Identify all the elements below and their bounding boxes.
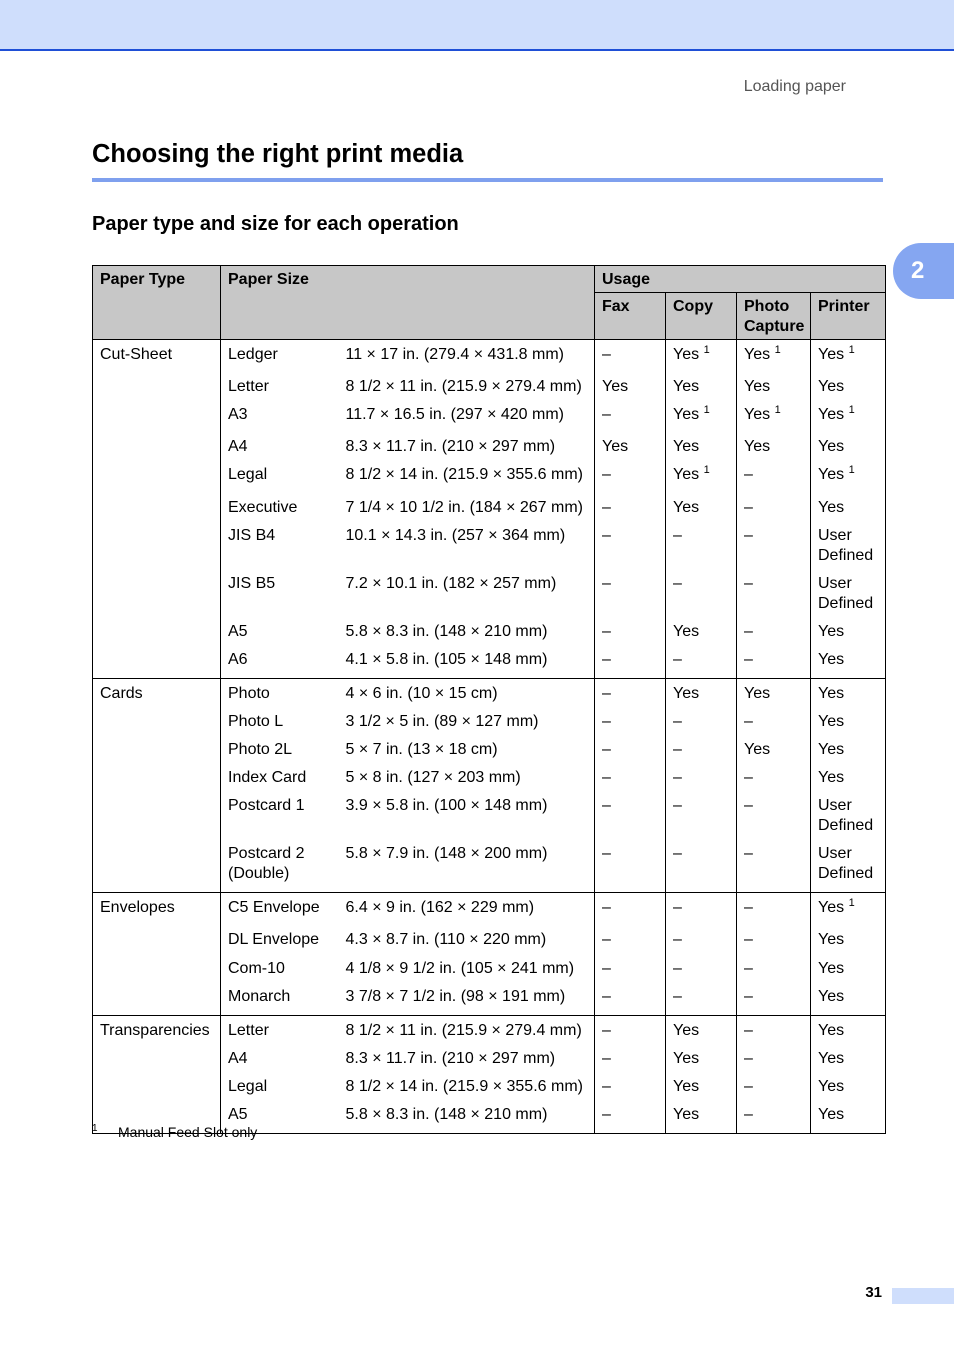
fax-value: – [602, 741, 611, 758]
paper-size-cell: 5 × 7 in. (13 × 18 cm) [345, 741, 498, 758]
paper-name-cell: A4 [221, 437, 340, 465]
paper-size-cell: 3 1/2 × 5 in. (89 × 127 mm) [345, 713, 539, 730]
printer-cell [811, 1049, 886, 1077]
copy-value: – [673, 713, 682, 730]
copy-cell [666, 987, 737, 1016]
printer-value: Yes [818, 1106, 845, 1123]
footnote-reference: 1 [848, 404, 855, 416]
copy-cell [666, 574, 737, 622]
fax-value: – [602, 466, 611, 483]
photo-capture-value: – [744, 651, 753, 668]
photo-capture-value: – [744, 575, 753, 592]
footnote-reference: 1 [848, 464, 855, 476]
paper-name-cell: Index Card [221, 768, 340, 796]
fax-value: Yes [602, 378, 629, 395]
paper-size-cell: 4 × 6 in. (10 × 15 cm) [340, 679, 595, 713]
photo-capture-cell [737, 796, 811, 844]
photo-capture-value: Yes [744, 741, 771, 758]
fax-value: – [602, 931, 611, 948]
fax-value: – [602, 406, 611, 423]
paper-size-cell: 5.8 × 8.3 in. (148 × 210 mm) [345, 623, 548, 640]
fax-value: – [602, 623, 611, 640]
photo-capture-cell [737, 893, 811, 931]
photo-capture-value: – [744, 769, 753, 786]
fax-cell [595, 893, 666, 931]
paper-name-cell: Legal [221, 1077, 340, 1105]
copy-cell [666, 465, 737, 498]
copy-value: – [673, 527, 682, 544]
page-tab [892, 1288, 954, 1304]
fax-value: – [602, 713, 611, 730]
fax-value: – [602, 575, 611, 592]
paper-name-cell: Postcard 1 [221, 796, 340, 844]
fax-value: – [602, 685, 611, 702]
fax-cell [595, 930, 666, 959]
running-head: Loading paper [743, 78, 846, 95]
printer-cell [811, 465, 886, 498]
paper-size-cell: 3 7/8 × 7 1/2 in. (98 × 191 mm) [340, 987, 595, 1016]
fax-value: – [602, 797, 611, 814]
footnote-reference: 1 [703, 404, 710, 416]
printer-cell [811, 650, 886, 679]
printer-value: Yes [818, 741, 845, 758]
photo-capture-cell [737, 1049, 811, 1077]
fax-cell [595, 987, 666, 1016]
header-fax: Fax [595, 293, 666, 340]
top-band [0, 0, 954, 51]
printer-value: Yes [818, 1078, 845, 1095]
copy-value: Yes [673, 685, 700, 702]
copy-cell [666, 930, 737, 959]
copy-value: Yes [673, 438, 700, 455]
header-printer: Printer [811, 293, 886, 340]
fax-value: – [602, 651, 611, 668]
footnote-reference: 1 [774, 344, 781, 356]
paper-name-cell: JIS B4 [221, 526, 340, 574]
fax-cell [595, 796, 666, 844]
paper-type-cell: Cards [93, 679, 221, 893]
fax-value: – [602, 1022, 611, 1039]
printer-cell [811, 987, 886, 1016]
section-title: Paper type and size for each operation [92, 213, 459, 235]
paper-name-cell: Photo 2L [221, 740, 340, 768]
copy-cell [666, 740, 737, 768]
paper-size-cell: 3.9 × 5.8 in. (100 × 148 mm) [345, 797, 548, 814]
printer-cell [811, 405, 886, 437]
table-row [93, 340, 886, 378]
photo-capture-cell [737, 1077, 811, 1105]
printer-cell [811, 796, 886, 844]
paper-size-cell: 10.1 × 14.3 in. (257 × 364 mm) [345, 527, 566, 544]
paper-size-cell: 7.2 × 10.1 in. (182 × 257 mm) [345, 575, 557, 592]
paper-type-cell: Transparencies [93, 1016, 221, 1134]
photo-capture-cell [737, 622, 811, 650]
printer-cell [811, 930, 886, 959]
copy-cell [666, 498, 737, 526]
header-paper-size: Paper Size [221, 266, 595, 340]
paper-name-cell: Postcard 2 (Double) [221, 844, 340, 893]
paper-name-cell: Letter [221, 1016, 340, 1050]
printer-value: User Defined [818, 527, 874, 564]
photo-capture-cell [737, 437, 811, 465]
fax-cell [595, 405, 666, 437]
paper-size-cell: 5.8 × 7.9 in. (148 × 200 mm) [340, 844, 595, 893]
printer-cell [811, 679, 886, 713]
printer-value: User Defined [818, 845, 874, 882]
fax-value: – [602, 1078, 611, 1095]
fax-cell [595, 959, 666, 987]
table-row [93, 1016, 886, 1050]
photo-capture-cell [737, 405, 811, 437]
paper-size-cell: 8.3 × 11.7 in. (210 × 297 mm) [345, 1050, 556, 1067]
copy-cell [666, 437, 737, 465]
paper-size-cell: 6.4 × 9 in. (162 × 229 mm) [340, 893, 595, 931]
paper-name-cell: JIS B5 [221, 574, 340, 622]
paper-name-cell: A3 [221, 405, 340, 437]
fax-cell [595, 679, 666, 713]
paper-name-cell: Photo [221, 679, 340, 713]
copy-value: – [673, 741, 682, 758]
printer-value: Yes [818, 499, 845, 516]
fax-cell [595, 740, 666, 768]
printer-value: Yes [818, 438, 845, 455]
table-body [93, 340, 886, 1134]
paper-name-cell: A5 [221, 1105, 340, 1134]
copy-value: – [673, 797, 682, 814]
paper-size-cell: 8.3 × 11.7 in. (210 × 297 mm) [345, 438, 556, 455]
paper-name-cell: A6 [221, 650, 340, 679]
paper-size-cell: 11 × 17 in. (279.4 × 431.8 mm) [340, 340, 595, 378]
copy-cell [666, 959, 737, 987]
fax-value: – [602, 988, 611, 1005]
paper-name-cell: Ledger [221, 340, 340, 378]
footnote-text: Manual Feed Slot only [118, 1124, 258, 1140]
copy-value: – [673, 575, 682, 592]
paper-name-cell: Photo L [221, 712, 340, 740]
printer-cell [811, 1016, 886, 1050]
paper-name-cell: DL Envelope [221, 930, 340, 959]
paper-size-cell: 4.1 × 5.8 in. (105 × 148 mm) [340, 650, 595, 679]
copy-value: Yes [673, 346, 700, 363]
photo-capture-value: – [744, 1106, 753, 1123]
fax-cell [595, 844, 666, 893]
printer-cell [811, 340, 886, 378]
copy-value: – [673, 931, 682, 948]
chapter-tab[interactable] [893, 243, 954, 299]
copy-cell [666, 893, 737, 931]
printer-value: Yes [818, 623, 845, 640]
copy-value: – [673, 845, 682, 862]
photo-capture-value: – [744, 623, 753, 640]
fax-cell [595, 768, 666, 796]
fax-cell [595, 377, 666, 405]
copy-cell [666, 1077, 737, 1105]
paper-size-cell: 8 1/2 × 14 in. (215.9 × 355.6 mm) [345, 466, 583, 483]
printer-value: User Defined [818, 797, 874, 834]
page-number: 31 [865, 1284, 882, 1301]
fax-value: Yes [602, 438, 629, 455]
copy-value: Yes [673, 1050, 700, 1067]
copy-value: – [673, 899, 682, 916]
printer-cell [811, 1105, 886, 1134]
printer-value: Yes [818, 988, 845, 1005]
fax-value: – [602, 769, 611, 786]
photo-capture-cell [737, 712, 811, 740]
copy-value: Yes [673, 1022, 700, 1039]
fax-value: – [602, 899, 611, 916]
paper-size-cell: 11.7 × 16.5 in. (297 × 420 mm) [345, 406, 564, 423]
photo-capture-cell [737, 679, 811, 713]
paper-size-cell: 8 1/2 × 14 in. (215.9 × 355.6 mm) [345, 1078, 583, 1095]
printer-value: Yes [818, 466, 845, 483]
copy-value: Yes [673, 1106, 700, 1123]
photo-capture-cell [737, 930, 811, 959]
fax-cell [595, 340, 666, 378]
paper-type-cell: Cut-Sheet [93, 340, 221, 679]
copy-value: Yes [673, 499, 700, 516]
footnote [92, 1123, 258, 1140]
photo-capture-cell [737, 987, 811, 1016]
fax-value: – [602, 527, 611, 544]
copy-value: – [673, 960, 682, 977]
copy-cell [666, 679, 737, 713]
copy-cell [666, 622, 737, 650]
printer-cell [811, 740, 886, 768]
photo-capture-value: – [744, 797, 753, 814]
paper-name-cell: Com-10 [221, 959, 340, 987]
fax-value: – [602, 1050, 611, 1067]
photo-capture-cell [737, 377, 811, 405]
copy-value: Yes [673, 378, 700, 395]
printer-cell [811, 1077, 886, 1105]
fax-cell [595, 498, 666, 526]
photo-capture-value: Yes [744, 346, 771, 363]
copy-value: – [673, 988, 682, 1005]
printer-cell [811, 498, 886, 526]
footnote-mark: 1 [92, 1123, 98, 1134]
photo-capture-value: – [744, 960, 753, 977]
paper-name-cell: Legal [221, 465, 340, 498]
printer-value: Yes [818, 685, 845, 702]
fax-value: – [602, 499, 611, 516]
fax-cell [595, 650, 666, 679]
copy-value: Yes [673, 466, 700, 483]
photo-capture-cell [737, 465, 811, 498]
printer-cell [811, 574, 886, 622]
photo-capture-value: – [744, 1050, 753, 1067]
photo-capture-value: – [744, 1022, 753, 1039]
copy-cell [666, 526, 737, 574]
photo-capture-value: – [744, 1078, 753, 1095]
paper-size-cell: 5.8 × 8.3 in. (148 × 210 mm) [340, 1105, 595, 1134]
printer-value: Yes [818, 406, 845, 423]
fax-cell [595, 1077, 666, 1105]
printer-value: Yes [818, 713, 845, 730]
printer-value: Yes [818, 899, 845, 916]
photo-capture-value: – [744, 499, 753, 516]
header-photo-capture: Photo Capture [737, 293, 811, 340]
table-row [93, 679, 886, 713]
fax-cell [595, 712, 666, 740]
footnote-reference: 1 [848, 344, 855, 356]
chapter-title: Choosing the right print media [92, 140, 464, 168]
fax-value: – [602, 346, 611, 363]
header-copy: Copy [666, 293, 737, 340]
title-rule [92, 178, 883, 182]
fax-value: – [602, 845, 611, 862]
printer-value: Yes [818, 1022, 845, 1039]
paper-size-cell: 8 1/2 × 11 in. (215.9 × 279.4 mm) [340, 1016, 595, 1050]
copy-cell [666, 1016, 737, 1050]
paper-size-cell: 8 1/2 × 11 in. (215.9 × 279.4 mm) [345, 378, 582, 395]
photo-capture-value: Yes [744, 685, 771, 702]
fax-cell [595, 465, 666, 498]
paper-size-cell: 4.3 × 8.7 in. (110 × 220 mm) [345, 931, 547, 948]
printer-value: Yes [818, 960, 845, 977]
paper-name-cell: Monarch [221, 987, 340, 1016]
copy-cell [666, 377, 737, 405]
copy-value: – [673, 769, 682, 786]
copy-cell [666, 405, 737, 437]
printer-value: Yes [818, 931, 845, 948]
printer-cell [811, 622, 886, 650]
footnote-reference: 1 [703, 464, 710, 476]
fax-cell [595, 437, 666, 465]
printer-cell [811, 893, 886, 931]
fax-cell [595, 574, 666, 622]
copy-value: Yes [673, 406, 700, 423]
photo-capture-value: Yes [744, 378, 771, 395]
copy-cell [666, 340, 737, 378]
copy-value: – [673, 651, 682, 668]
fax-cell [595, 1105, 666, 1134]
photo-capture-value: – [744, 988, 753, 1005]
fax-cell [595, 526, 666, 574]
printer-value: Yes [818, 378, 845, 395]
photo-capture-cell [737, 844, 811, 893]
footnote-reference: 1 [848, 897, 855, 909]
copy-cell [666, 1105, 737, 1134]
printer-value: Yes [818, 1050, 845, 1067]
paper-type-cell: Envelopes [93, 893, 221, 1016]
printer-cell [811, 526, 886, 574]
printer-cell [811, 712, 886, 740]
printer-value: Yes [818, 769, 845, 786]
printer-cell [811, 844, 886, 893]
paper-name-cell: A4 [221, 1049, 340, 1077]
paper-name-cell: Letter [221, 377, 340, 405]
photo-capture-cell [737, 1105, 811, 1134]
fax-cell [595, 1016, 666, 1050]
photo-capture-value: Yes [744, 438, 771, 455]
photo-capture-value: – [744, 931, 753, 948]
header-paper-type: Paper Type [93, 266, 221, 340]
header-usage: Usage [595, 266, 886, 293]
paper-size-cell: 4 1/8 × 9 1/2 in. (105 × 241 mm) [345, 960, 575, 977]
copy-cell [666, 844, 737, 893]
photo-capture-value: Yes [744, 406, 771, 423]
copy-cell [666, 1049, 737, 1077]
photo-capture-cell [737, 340, 811, 378]
paper-size-cell: 5 × 8 in. (127 × 203 mm) [345, 769, 521, 786]
copy-cell [666, 768, 737, 796]
paper-name-cell: A5 [221, 622, 340, 650]
photo-capture-value: – [744, 845, 753, 862]
fax-value: – [602, 1106, 611, 1123]
paper-type-table [92, 265, 886, 1134]
photo-capture-value: – [744, 899, 753, 916]
photo-capture-cell [737, 740, 811, 768]
printer-value: User Defined [818, 575, 874, 612]
printer-cell [811, 768, 886, 796]
printer-value: Yes [818, 346, 845, 363]
chapter-tab-number: 2 [911, 257, 925, 284]
copy-cell [666, 712, 737, 740]
printer-value: Yes [818, 651, 845, 668]
paper-name-cell: Executive [221, 498, 340, 526]
copy-value: Yes [673, 623, 700, 640]
photo-capture-value: – [744, 527, 753, 544]
fax-cell [595, 1049, 666, 1077]
photo-capture-cell [737, 650, 811, 679]
photo-capture-cell [737, 526, 811, 574]
footnote-reference: 1 [774, 404, 781, 416]
paper-name-cell: C5 Envelope [221, 893, 340, 931]
photo-capture-cell [737, 1016, 811, 1050]
photo-capture-cell [737, 498, 811, 526]
photo-capture-cell [737, 574, 811, 622]
copy-cell [666, 650, 737, 679]
photo-capture-value: – [744, 466, 753, 483]
fax-value: – [602, 960, 611, 977]
copy-value: Yes [673, 1078, 700, 1095]
printer-cell [811, 377, 886, 405]
printer-cell [811, 959, 886, 987]
photo-capture-value: – [744, 713, 753, 730]
table-row [93, 893, 886, 931]
photo-capture-cell [737, 768, 811, 796]
photo-capture-cell [737, 959, 811, 987]
printer-cell [811, 437, 886, 465]
paper-size-cell: 7 1/4 × 10 1/2 in. (184 × 267 mm) [345, 499, 583, 516]
footnote-reference: 1 [703, 344, 710, 356]
fax-cell [595, 622, 666, 650]
copy-cell [666, 796, 737, 844]
